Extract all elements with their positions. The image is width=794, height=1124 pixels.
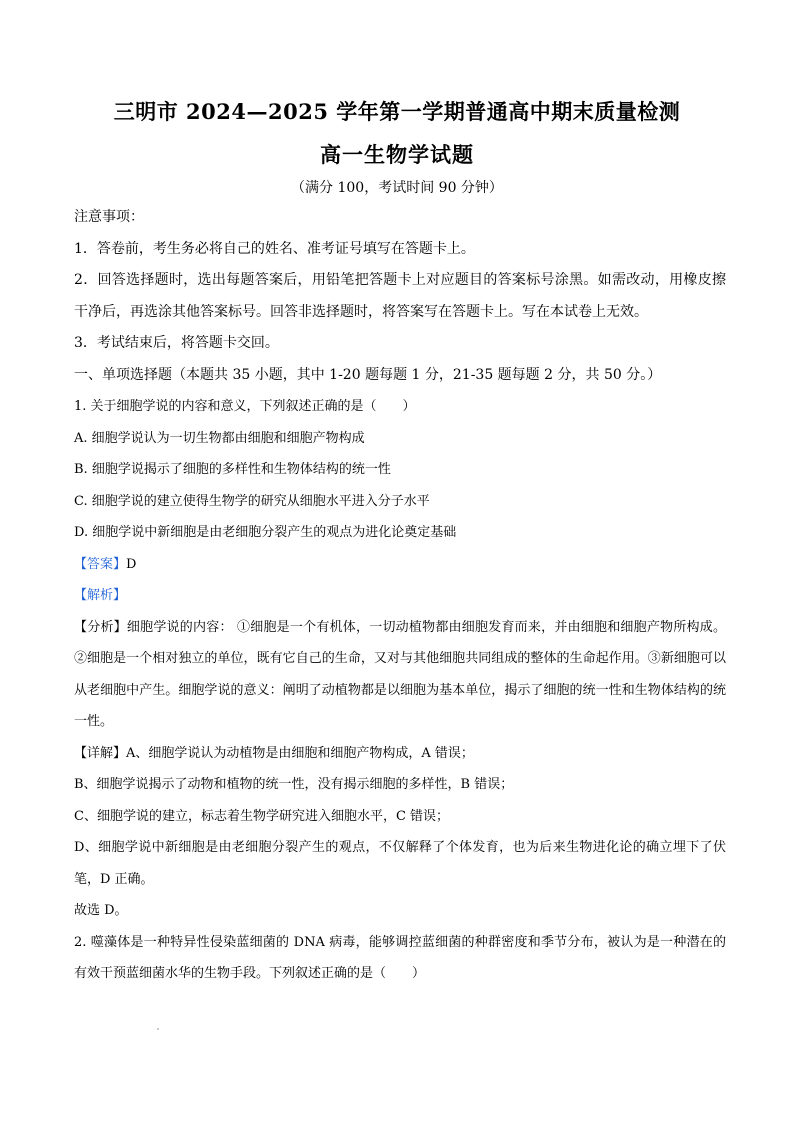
question-1-option-c: C. 细胞学说的建立使得生物学的研究从细胞水平进入分子水平 (74, 493, 430, 509)
exam-subtitle: （满分 100，考试时间 90 分钟） (291, 180, 503, 196)
notice-item-3: 3．考试结束后，将答题卡交回。 (74, 335, 279, 351)
section-heading: 一、单项选择题（本题共 35 小题，其中 1-20 题每题 1 分，21-35 题每题 2 分，共 50 分。） (74, 366, 662, 383)
answer-tag: 【答案】 (74, 556, 127, 572)
xiangjie-line-d: D、细胞学说中新细胞是由老细胞分裂产生的观点，不仅解释了个体发育，也为后来生物进化论的确立埋下了伏笔，D 正确。 (74, 840, 726, 887)
question-1-option-d: D. 细胞学说中新细胞是由老细胞分裂产生的观点为进化论奠定基础 (74, 525, 457, 540)
notice-label: 注意事项： (74, 209, 144, 225)
xiangjie-line-a (74, 738, 726, 770)
fenxi-tag: 【分析】 (74, 619, 127, 635)
analysis-line (74, 580, 726, 612)
notice-item-1: 1．答卷前，考生务必将自己的姓名、准考证号填写在答题卡上。 (74, 240, 475, 257)
fenxi-text: 细胞学说的内容： ①细胞是一个有机体，一切动植物都由细胞发育而来，并由细胞和细胞产物所构成。②细胞是一个相对独立的单位，既有它自己的生命，又对与其他细胞共同组成的整体的生命起作用。③新细胞可以从老细胞中产生。细胞学说的意义：阐明了动植物都是以细胞为基本单位，揭示了细胞的统一性和生物体结构的统一性。 (74, 619, 726, 729)
xiangjie-line-c: C、细胞学说的建立，标志着生物学研究进入细胞水平，C 错误； (74, 808, 450, 824)
question-2-stem: 2. 噬藻体是一种特异性侵染蓝细菌的 DNA 病毒，能够调控蓝细菌的种群密度和季节分布，被认为是一种潜在的有效干预蓝细菌水华的生物手段。下列叙述正确的是（ ） (74, 934, 726, 981)
question-1-option-a: A. 细胞学说认为一切生物都由细胞和细胞产物构成 (74, 430, 365, 446)
decorative-dot (157, 1028, 159, 1030)
fenxi-paragraph (74, 612, 726, 738)
question-1-option-b: B. 细胞学说揭示了细胞的多样性和生物体结构的统一性 (74, 462, 391, 477)
exam-content (74, 202, 726, 990)
answer-value: D (126, 556, 137, 572)
notice-item-2: 2．回答选择题时，选出每题答案后，用铅笔把答题卡上对应题目的答案标号涂黑。如需改动，用橡皮擦干净后，再选涂其他答案标号。回答非选择题时，将答案写在答题卡上。写在本试卷上无效。 (74, 272, 726, 320)
xiangjie-text-a: A、细胞学说认为动植物是由细胞和细胞产物构成，A 错误； (126, 745, 474, 761)
analysis-tag: 【解析】 (74, 588, 127, 603)
xiangjie-line-b: B、细胞学说揭示了动物和植物的统一性，没有揭示细胞的多样性，B 错误； (74, 777, 514, 792)
question-1-stem: 1. 关于细胞学说的内容和意义，下列叙述正确的是（ ） (74, 399, 416, 414)
exam-title: 三明市 2024—2025 学年第一学期普通高中期末质量检测 (113, 99, 681, 124)
exam-subject-title: 高一生物学试题 (320, 142, 474, 167)
xiangjie-conclusion: 故选 D。 (74, 903, 128, 918)
answer-line (74, 549, 726, 581)
xiangjie-tag: 【详解】 (74, 745, 127, 761)
